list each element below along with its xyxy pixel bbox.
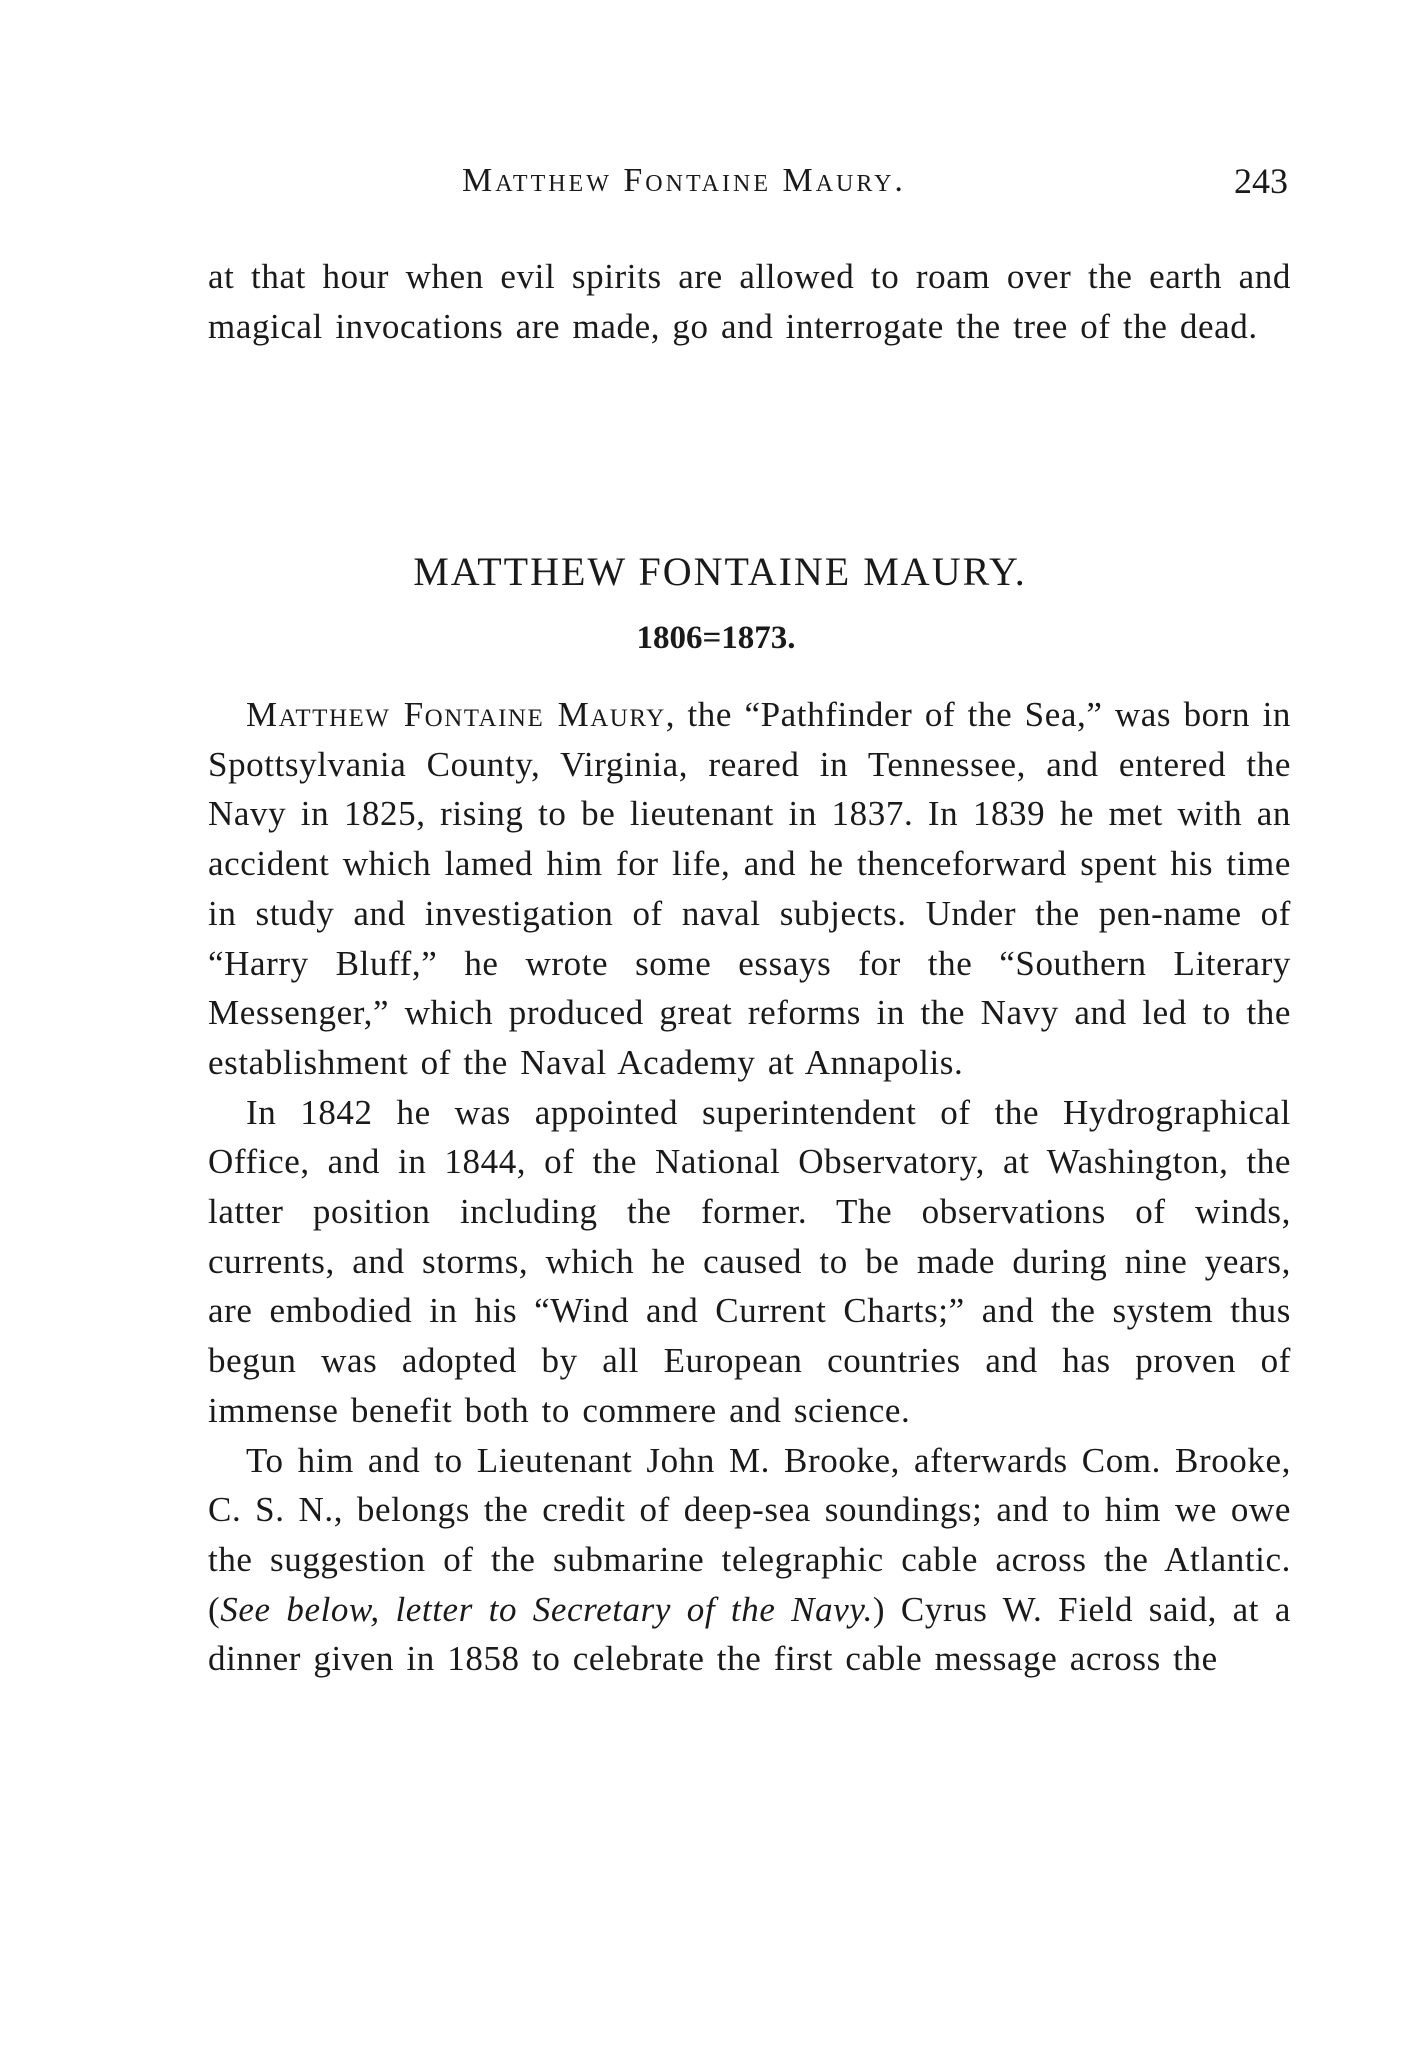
article-dates: 1806=1873.: [636, 620, 796, 656]
article-title: MATTHEW FONTAINE MAURY.: [413, 549, 1027, 594]
paragraph-3-text-before: To him and to Lieutenant John M. Brooke, afterwards Com. Brooke, C. S. N., belongs the credit of deep-sea soundings; and to him we owe the suggestion of the submarine telegraphic cable across the Atlantic. (: [208, 1440, 1291, 1629]
continuation-paragraph: [208, 252, 1291, 351]
paragraph-1: [208, 690, 1291, 1088]
article-body: [208, 690, 1291, 1684]
paragraph-2: In 1842 he was appointed superintendent of the Hydrographical Office, and in 1844, of the National Observatory, at Washington, the latter position including the former. The observations of winds, currents, and storms, which he caused to be made during nine years, are embodied in his “Wind and Current Charts;” and the system thus begun was adopted by all European countries and has proven of immense benefit both to commere and science.: [208, 1092, 1291, 1430]
paragraph-3-italic-reference: See below, letter to Secretary of the Navy.: [220, 1589, 873, 1629]
continuation-text: at that hour when evil spirits are allowed to roam over the earth and magical invocations are made, go and interrogate the tree of the dead.: [208, 257, 1291, 346]
paragraph-3-text-after: ) Cyrus W. Field said, at a dinner given in 1858 to celebrate the first cable message across the: [208, 1589, 1291, 1679]
paragraph-1-text: , the “Pathfinder of the Sea,” was born in Spottsylvania County, Virginia, reared in Tennessee, and entered the Navy in 1825, rising to be lieutenant in 1837. In 1839 he met with an accident which lamed him for life, and he thenceforward spent his time in study and investigation of naval subjects. Under the pen-name of “Harry Bluff,” he wrote some essays for the “Southern Literary Messenger,” which produced great reforms in the Navy and led to the establishment of the Naval Academy at Annapolis.: [208, 695, 1291, 1082]
paragraph-3: [208, 1436, 1291, 1685]
running-head: Matthew Fontaine Maury.: [462, 162, 906, 199]
page-number: 243: [1234, 161, 1288, 201]
lead-name: Matthew Fontaine Maury: [246, 695, 666, 734]
